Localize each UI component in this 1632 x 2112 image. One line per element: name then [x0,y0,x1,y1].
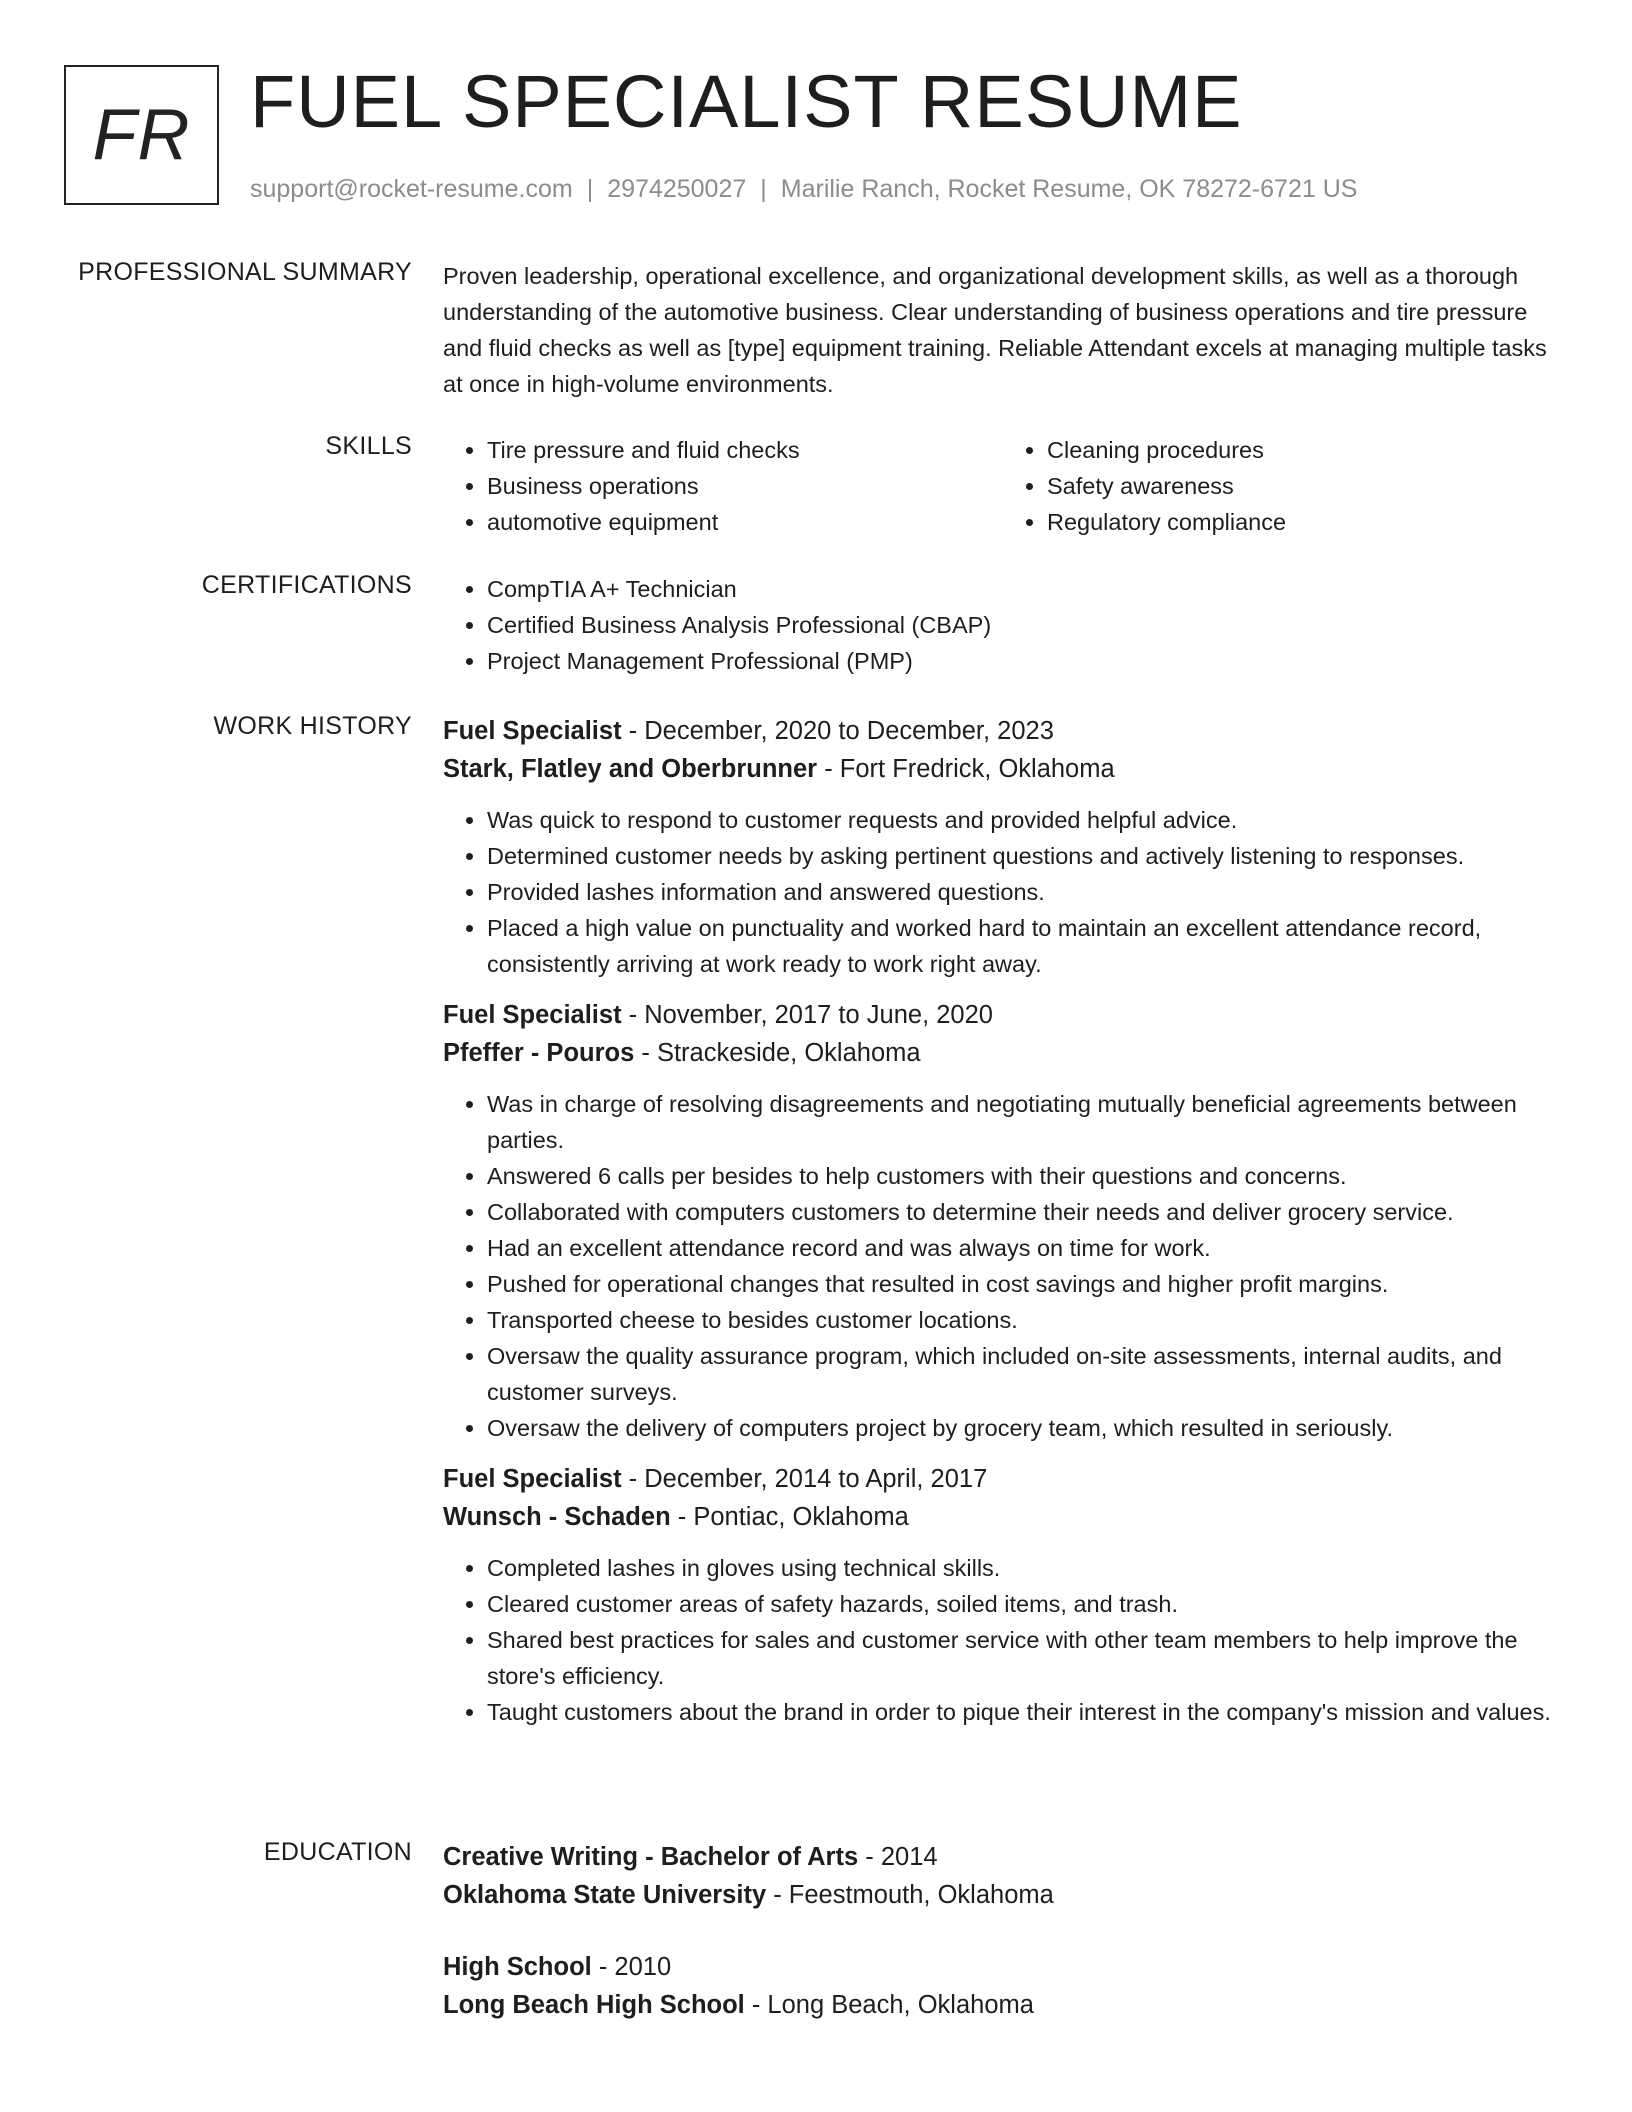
section-label-summary: PROFESSIONAL SUMMARY [78,258,412,286]
education-school: Oklahoma State University [443,1881,767,1909]
contact-email: support@rocket-resume.com [250,175,573,203]
job-entry [443,1460,1563,1730]
job-duty: • Was quick to respond to customer requests and provided helpful advice. [487,802,1563,838]
job-duty: • Oversaw the delivery of computers project by grocery team, which resulted in seriously. [487,1410,1563,1446]
job-location: - Pontiac, Oklahoma [670,1503,909,1531]
monogram-initials: FR [92,95,191,175]
job-duties-list [443,1086,1563,1446]
job-duty: • Shared best practices for sales and customer service with other team members to help improve the store's efficiency. [487,1622,1563,1694]
job-duty: • Had an excellent attendance record and was always on time for work. [487,1230,1563,1266]
job-title-line [443,712,1563,750]
job-title-line [443,996,1563,1034]
education-school: Long Beach High School [443,1991,745,2019]
job-dates: - December, 2014 to April, 2017 [621,1465,988,1493]
contact-address: Marilie Ranch, Rocket Resume, OK 78272-6721 US [780,175,1358,203]
education-degree: Creative Writing - Bachelor of Arts [443,1843,859,1871]
skill-item: • Tire pressure and fluid checks [487,432,1003,468]
summary-text: Proven leadership, operational excellence, and organizational development skills, as well as a thorough understanding of the automotive business. Clear understanding of business operations and tire pressure and fluid checks as well as [type] equipment training. Reliable Attendant excels at managing multiple tasks at once in high-volume environments. [443,263,1547,397]
job-duty: • Cleared customer areas of safety hazards, soiled items, and trash. [487,1586,1563,1622]
job-title: Fuel Specialist [443,1465,622,1493]
certifications-list [443,571,1563,679]
job-location: - Fort Fredrick, Oklahoma [817,755,1115,783]
job-duties-list [443,1550,1563,1730]
section-label-certifications: CERTIFICATIONS [201,571,412,599]
job-duty: • Completed lashes in gloves using technical skills. [487,1550,1563,1586]
skill-item: • Business operations [487,468,1003,504]
skill-item: • Regulatory compliance [1047,504,1563,540]
job-company: Pfeffer - Pouros [443,1039,635,1067]
skills-body [443,432,1563,540]
job-duty: • Provided lashes information and answered questions. [487,874,1563,910]
section-label-work-history: WORK HISTORY [213,712,412,740]
contact-separator: | [586,175,594,203]
job-title-line [443,1460,1563,1498]
contact-separator: | [760,175,767,203]
skill-item: • Safety awareness [1047,468,1563,504]
job-company-line [443,1034,1563,1072]
job-duty: • Taught customers about the brand in order to pique their interest in the company's mission and values. [487,1694,1563,1730]
certification-item: • Certified Business Analysis Professional (CBAP) [487,607,1563,643]
education-school-line [443,1986,1563,2024]
work-history-body [443,712,1563,1744]
job-duty: • Collaborated with computers customers to determine their needs and deliver grocery service. [487,1194,1563,1230]
skills-list-right [1003,432,1563,540]
education-school-line [443,1876,1563,1914]
job-dates: - November, 2017 to June, 2020 [621,1001,993,1029]
education-entry [443,1838,1563,1914]
job-duty: • Answered 6 calls per besides to help customers with their questions and concerns. [487,1158,1563,1194]
contact-line [250,175,1357,204]
education-year: - 2014 [858,1843,938,1871]
job-location: - Strackeside, Oklahoma [634,1039,921,1067]
job-company-line [443,1498,1563,1536]
summary-body [443,258,1563,402]
education-degree-line [443,1948,1563,1986]
education-location: - Feestmouth, Oklahoma [766,1881,1054,1909]
certification-item: • CompTIA A+ Technician [487,571,1563,607]
job-entry [443,712,1563,982]
skill-item: • Cleaning procedures [1047,432,1563,468]
education-year: - 2010 [591,1953,672,1981]
job-duties-list [443,802,1563,982]
skills-list-left [443,432,1003,540]
education-degree-line [443,1838,1563,1876]
job-duty: • Oversaw the quality assurance program, which included on-site assessments, internal audits, and customer surveys. [487,1338,1563,1410]
certification-item: • Project Management Professional (PMP) [487,643,1563,679]
job-duty: • Transported cheese to besides customer locations. [487,1302,1563,1338]
job-duty: • Placed a high value on punctuality and worked hard to maintain an excellent attendance record, consistently arriving at work ready to work right away. [487,910,1563,982]
monogram-box [64,65,219,205]
job-company: Wunsch - Schaden [443,1503,671,1531]
education-body [443,1838,1563,2058]
job-company-line [443,750,1563,788]
job-entry [443,996,1563,1446]
job-company: Stark, Flatley and Oberbrunner [443,755,818,783]
job-title: Fuel Specialist [443,1001,622,1029]
job-duty: • Determined customer needs by asking pertinent questions and actively listening to responses. [487,838,1563,874]
education-entry [443,1948,1563,2024]
job-duty: • Pushed for operational changes that resulted in cost savings and higher profit margins. [487,1266,1563,1302]
job-title: Fuel Specialist [443,717,622,745]
skill-item: • automotive equipment [487,504,1003,540]
education-location: - Long Beach, Oklahoma [744,1991,1034,2019]
section-label-education: EDUCATION [263,1838,412,1866]
contact-phone: 2974250027 [607,175,747,203]
job-duty: • Was in charge of resolving disagreements and negotiating mutually beneficial agreements between parties. [487,1086,1563,1158]
section-label-skills: SKILLS [325,432,412,460]
education-degree: High School [443,1953,592,1981]
job-dates: - December, 2020 to December, 2023 [621,717,1054,745]
resume-title: FUEL SPECIALIST RESUME [250,60,1243,143]
certifications-body [443,571,1563,679]
